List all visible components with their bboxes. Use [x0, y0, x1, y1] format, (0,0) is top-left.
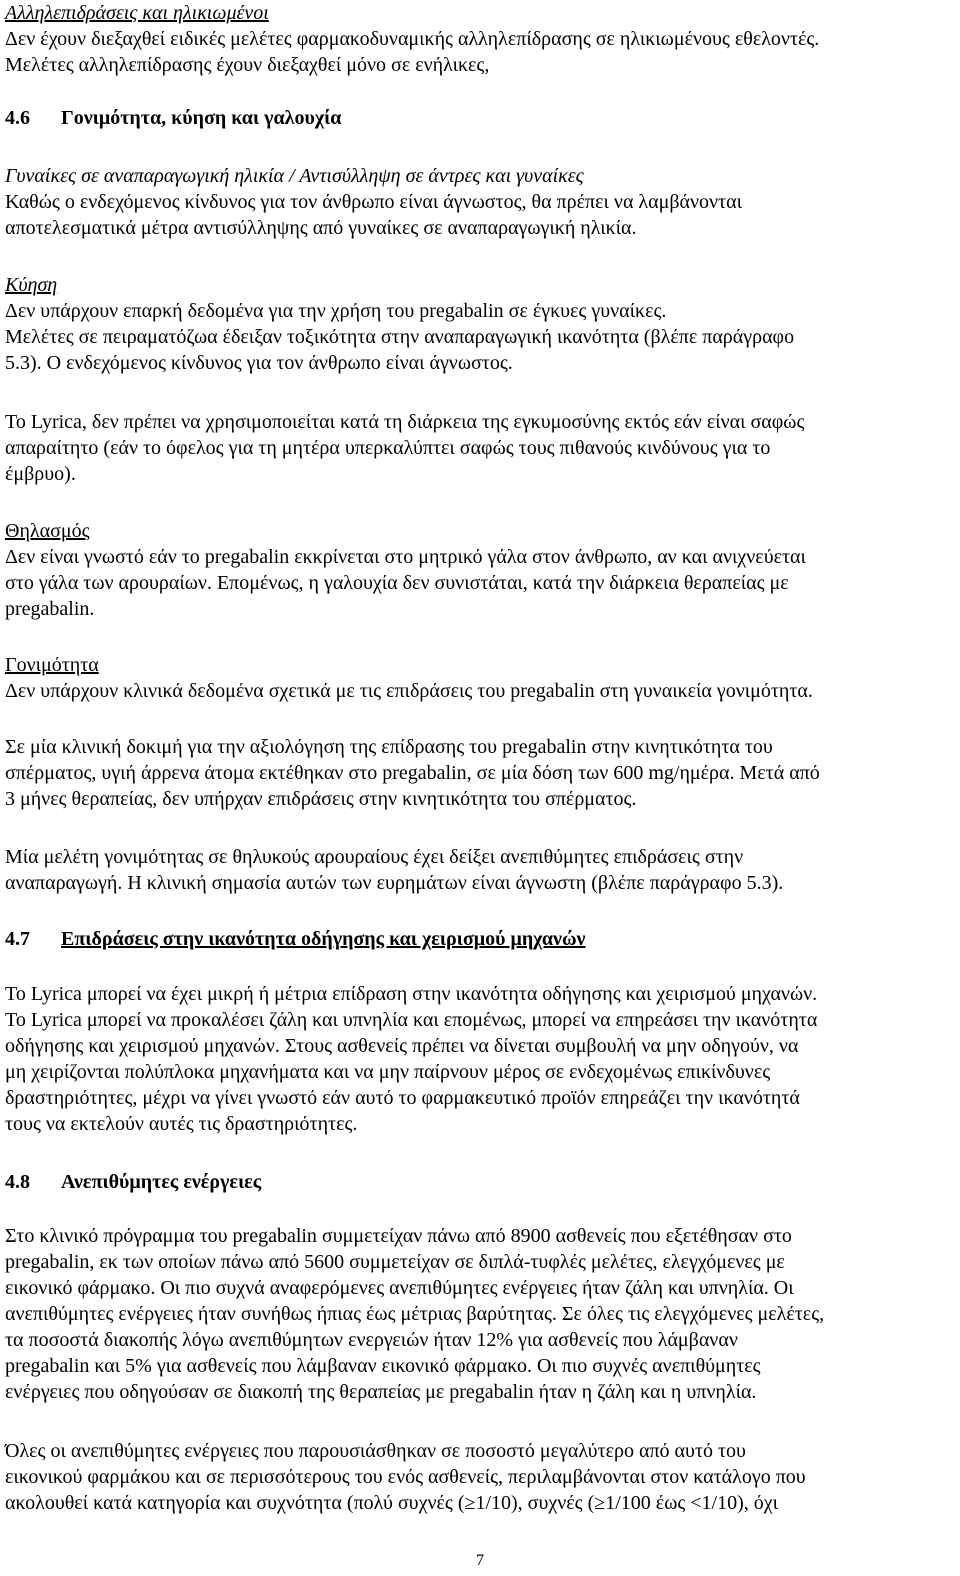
fertility-sperm-block [5, 734, 935, 812]
section-number: 4.7 [5, 928, 30, 950]
paragraph-line: εικονικού φαρμάκου και σε περισσότερους του ενός ασθενείς, περιλαμβάνονται στον κατάλογο που [5, 1466, 806, 1488]
driving-block [5, 981, 935, 1137]
adverse-effects-list-intro [5, 1438, 935, 1516]
paragraph-line: Καθώς ο ενδεχόμενος κίνδυνος για τον άνθρωπο είναι άγνωστος, θα πρέπει να λαμβάνονται [5, 191, 742, 213]
paragraph-line: pregabalin, εκ των οποίων πάνω από 5600 συμμετείχαν σε διπλά-τυφλές μελέτες, ελεγχόμενες με [5, 1251, 785, 1273]
paragraph-line: Το Lyrica, δεν πρέπει να χρησιμοποιείται κατά τη διάρκεια της εγκυμοσύνης εκτός εάν είναι σαφώς [5, 411, 805, 433]
paragraph-line: στο γάλα των αρουραίων. Επομένως, η γαλουχία δεν συνιστάται, κατά την διάρκεια θεραπείας με [5, 572, 789, 594]
paragraph-line: Μελέτες σε πειραματόζωα έδειξαν τοξικότητα στην αναπαραγωγική ικανότητα (βλέπε παράγραφο [5, 326, 795, 348]
paragraph-line: pregabalin. [5, 598, 95, 620]
subsection-label: Κύηση [5, 274, 58, 296]
paragraph-line: Σε μία κλινική δοκιμή για την αξιολόγηση της επίδρασης του pregabalin στην κινητικότητα του [5, 736, 773, 758]
section-heading-4-7 [5, 926, 935, 952]
fertility-rats-block [5, 844, 935, 896]
subsection-label: Θηλασμός [5, 520, 90, 542]
paragraph-line: εικονικό φάρμακο. Οι πιο συχνά αναφερόμενες ανεπιθύμητες ενέργειες ήταν ζάλη και υπνηλία. Οι [5, 1277, 794, 1299]
pregnancy-block [5, 272, 935, 376]
page-number: 7 [476, 1552, 484, 1569]
fertility-block [5, 652, 935, 704]
section-number: 4.6 [5, 107, 30, 129]
lactation-block [5, 518, 935, 622]
adverse-effects-block [5, 1223, 935, 1405]
paragraph-line: Όλες οι ανεπιθύμητες ενέργειες που παρουσιάσθηκαν σε ποσοστό μεγαλύτερο από αυτό του [5, 1440, 746, 1462]
section-heading-4-8 [5, 1169, 935, 1195]
paragraph-line: δραστηριότητες, μέχρι να γίνει γνωστό εάν αυτό το φαρμακευτικό προϊόν επηρεάζει την ικανότητά [5, 1087, 800, 1109]
paragraph-line: έμβρυο). [5, 463, 76, 485]
interactions-elderly-block [5, 0, 935, 78]
paragraph-line: τους να εκτελούν αυτές τις δραστηριότητες. [5, 1113, 358, 1135]
paragraph-line: Το Lyrica μπορεί να έχει μικρή ή μέτρια επίδραση στην ικανότητα οδήγησης και χειρισμού μηχανών. [5, 983, 818, 1005]
section-number: 4.8 [5, 1171, 30, 1193]
section-title: Γονιμότητα, κύηση και γαλουχία [61, 107, 342, 129]
paragraph-line: απαραίτητο (εάν το όφελος για τη μητέρα υπερκαλύπτει σαφώς τους πιθανούς κινδύνους για το [5, 437, 771, 459]
subsection-label: Γονιμότητα [5, 654, 99, 676]
paragraph-line: τα ποσοστά διακοπής λόγω ανεπιθύμητων ενεργειών ήταν 12% για ασθενείς που λάμβαναν [5, 1329, 738, 1351]
paragraph-line: Δεν είναι γνωστό εάν το pregabalin εκκρίνεται στο μητρικό γάλα στον άνθρωπο, αν και ανιχνεύεται [5, 546, 806, 568]
paragraph-line: ανεπιθύμητες ενέργειες ήταν συνήθως ήπιας έως μέτριας βαρύτητας. Σε όλες τις ελεγχόμενες μελέτες, [5, 1303, 825, 1325]
pregnancy-lyrica-block [5, 409, 935, 487]
women-contraception-block [5, 163, 935, 241]
paragraph-line: Το Lyrica μπορεί να προκαλέσει ζάλη και υπνηλία και επομένως, μπορεί να επηρεάσει την ικανότητα [5, 1009, 818, 1031]
paragraph-line: μη χειρίζονται πολύπλοκα μηχανήματα και να μην παίρνουν μέρος σε ενδεχομένως επικίνδυνες [5, 1061, 771, 1083]
paragraph-line: Δεν υπάρχουν επαρκή δεδομένα για την χρήση του pregabalin σε έγκυες γυναίκες. [5, 300, 667, 322]
paragraph-line: Μελέτες αλληλεπίδρασης έχουν διεξαχθεί μόνο σε ενήλικες, [5, 54, 490, 76]
paragraph-line: Μία μελέτη γονιμότητας σε θηλυκούς αρουραίους έχει δείξει ανεπιθύμητες επιδράσεις στην [5, 846, 744, 868]
paragraph-line: ακολουθεί κατά κατηγορία και συχνότητα (πολύ συχνές (≥1/10), συχνές (≥1/100 έως <1/10), όχι [5, 1492, 779, 1514]
paragraph-line: σπέρματος, υγιή άρρενα άτομα εκτέθηκαν στο pregabalin, σε μία δόση των 600 mg/ημέρα. Μετά από [5, 762, 820, 784]
paragraph-line: οδήγησης και χειρισμού μηχανών. Στους ασθενείς πρέπει να δίνεται συμβουλή να μην οδηγούν, να [5, 1035, 799, 1057]
paragraph-line: ενέργειες που οδηγούσαν σε διακοπή της θεραπείας με pregabalin ήταν η ζάλη και η υπνηλία. [5, 1381, 757, 1403]
section-label: Αλληλεπιδράσεις και ηλικιωμένοι [5, 2, 269, 24]
paragraph-line: pregabalin και 5% για ασθενείς που λάμβαναν εικονικό φάρμακο. Οι πιο συχνές ανεπιθύμητες [5, 1355, 761, 1377]
section-title: Ανεπιθύμητες ενέργειες [61, 1171, 262, 1193]
section-heading-4-6 [5, 105, 935, 131]
paragraph-line: 5.3). Ο ενδεχόμενος κίνδυνος για τον άνθρωπο είναι άγνωστος. [5, 352, 513, 374]
paragraph-line: Δεν υπάρχουν κλινικά δεδομένα σχετικά με τις επιδράσεις του pregabalin στη γυναικεία γονιμότητα. [5, 680, 813, 702]
paragraph-line: αναπαραγωγή. Η κλινική σημασία αυτών των ευρημάτων είναι άγνωστη (βλέπε παράγραφο 5.3). [5, 872, 784, 894]
paragraph-line: αποτελεσματικά μέτρα αντισύλληψης από γυναίκες σε αναπαραγωγική ηλικία. [5, 217, 637, 239]
paragraph-line: 3 μήνες θεραπείας, δεν υπήρχαν επιδράσεις στην κινητικότητα του σπέρματος. [5, 788, 637, 810]
paragraph-line: Δεν έχουν διεξαχθεί ειδικές μελέτες φαρμακοδυναμικής αλληλεπίδρασης σε ηλικιωμένους εθελοντές. [5, 28, 820, 50]
paragraph-line: Στο κλινικό πρόγραμμα του pregabalin συμμετείχαν πάνω από 8900 ασθενείς που εξετέθησαν στο [5, 1225, 792, 1247]
section-title: Επιδράσεις στην ικανότητα οδήγησης και χειρισμού μηχανών [61, 928, 586, 950]
subsection-label: Γυναίκες σε αναπαραγωγική ηλικία / Αντισύλληψη σε άντρες και γυναίκες [5, 165, 584, 187]
